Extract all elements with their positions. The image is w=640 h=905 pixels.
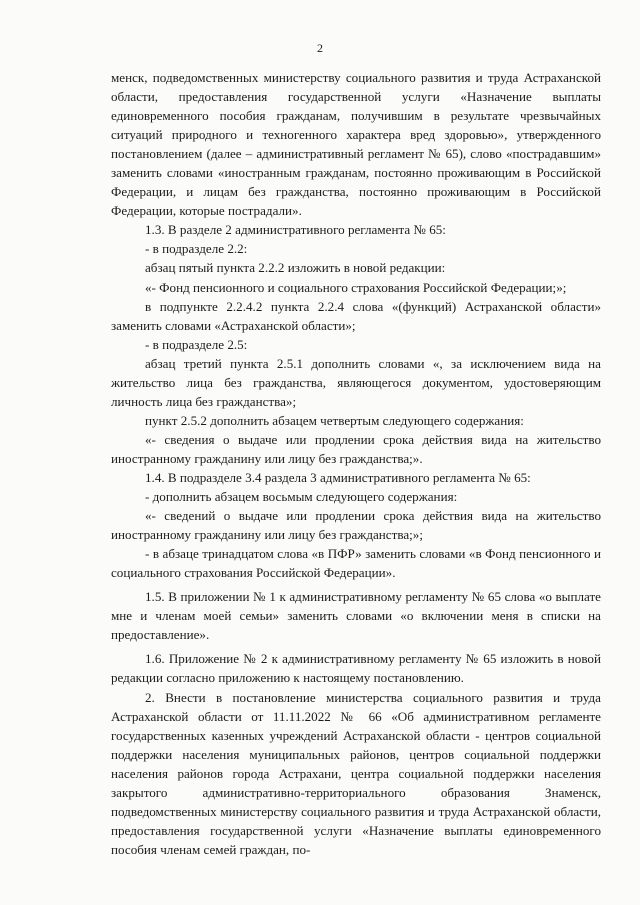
paragraph-subsection-2-2: - в подразделе 2.2: — [145, 241, 248, 257]
paragraph-continuation: менск, подведомственных министерству социального развития и труда Астраханской области, предоставления государственной услуги «Назначение выплаты единовременного пособия гражданам, получившим в результате чрезвычайных ситуаций природного и техногенного характера вред здоровью», утвержденного постановлением (далее – административный регламент № 65), слово «пострадавшим» заменить словами «иностранным гражданам, постоянно проживающим в Российской Федерации, и лицам без гражданства, постоянно проживающим в Российской Федерации, которые пострадали». — [111, 70, 601, 219]
paragraph-1-6: 1.6. Приложение № 2 к административному регламенту № 65 изложить в новой редакции согласно приложению к настоящему постановлению. — [111, 651, 601, 686]
paragraph-1-5: 1.5. В приложении № 1 к административному регламенту № 65 слова «о выплате мне и членам моей семьи» заменить словами «о включении меня в списки на предоставление». — [111, 589, 601, 643]
paragraph-quote-residence-info: «- сведения о выдаче или продлении срока действия вида на жительство иностранному гражданину или лицу без гражданства;». — [111, 431, 601, 466]
page-number: 2 — [317, 41, 323, 55]
paragraph-quote-fund: «- Фонд пенсионного и социального страхования Российской Федерации;»; — [145, 279, 567, 295]
document-body — [111, 68, 601, 859]
paragraph-add-eighth-abzac: - дополнить абзацем восьмым следующего содержания: — [145, 489, 458, 505]
paragraph-item-2-5-1: абзац третий пункта 2.5.1 дополнить словами «, за исключением вида на жительство лица без гражданства, являющегося документом, удостоверяющим личность лица без гражданства»; — [111, 355, 601, 409]
paragraph-subitem-2-2-4-2: в подпункте 2.2.4.2 пункта 2.2.4 слова «(функций) Астраханской области» заменить словами «Астраханской области»; — [111, 298, 601, 333]
paragraph-thirteenth-abzac: - в абзаце тринадцатом слова «в ПФР» заменить словами «в Фонд пенсионного и социального страхования Российской Федерации». — [111, 546, 601, 581]
paragraph-item-2-5-2: пункт 2.5.2 дополнить абзацем четвертым следующего содержания: — [145, 412, 524, 428]
paragraph-quote-residence-data: «- сведений о выдаче или продлении срока действия вида на жительство иностранному гражданину или лицу без гражданства;»; — [111, 508, 601, 543]
paragraph-1-4: 1.4. В подразделе 3.4 раздела 3 административного регламента № 65: — [145, 469, 531, 485]
paragraph-1-3: 1.3. В разделе 2 административного регламента № 65: — [145, 222, 446, 238]
paragraph-item-2-2-2: абзац пятый пункта 2.2.2 изложить в новой редакции: — [145, 260, 446, 276]
paragraph-subsection-2-5: - в подразделе 2.5: — [145, 336, 248, 352]
paragraph-2: 2. Внести в постановление министерства социального развития и труда Астраханской области от 11.11.2022 № 66 «Об административном регламенте государственных казенных учреждений Астраханской области - центров социальной поддержки населения муниципальных районов, центров социальной поддержки населения районов города Астрахани, центра социальной поддержки населения закрытого административно-территориального образования Знаменск, подведомственных министерству социального развития и труда Астраханской области, предоставления государственной услуги «Назначение выплаты единовременного пособия членам семей граждан, по- — [111, 689, 601, 857]
